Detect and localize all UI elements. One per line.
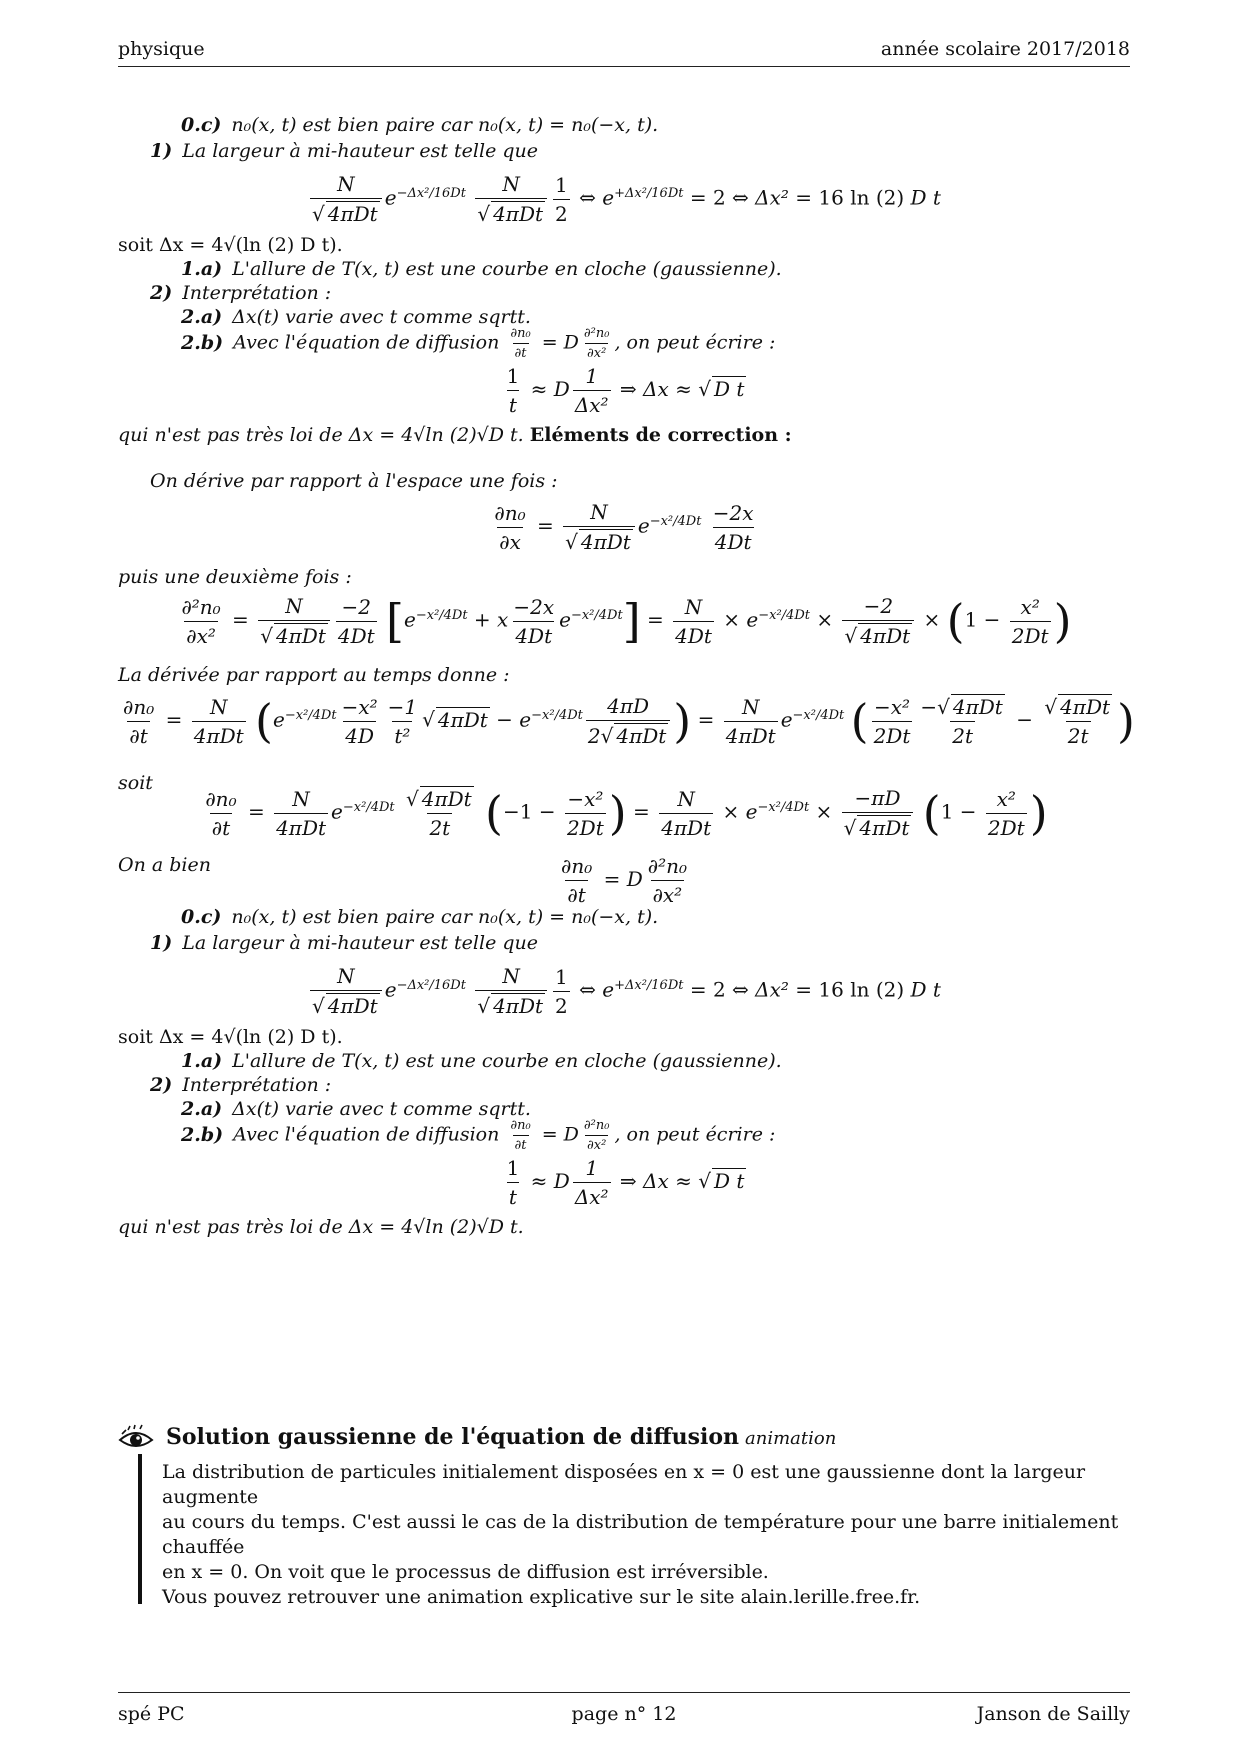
item-1-repeat: 1) La largeur à mi-hauteur est telle que: [150, 932, 539, 954]
derive-t-text: La dérivée par rapport au temps donne :: [118, 664, 510, 686]
equation-approx: $\frac{1}{t}$ ≈ D $\frac{1}{\text{Δx²}}$ ⇒ Δx ≈ √ D t: [506, 364, 745, 417]
soit-1: soit Δx = 4√(ln (2) D t).: [118, 234, 343, 256]
elements-title: Eléments de correction :: [529, 424, 792, 446]
equation-diffusion: $\frac{\text{∂n₀}}{\partial t}$ = D $\frac{\text{∂²n₀}}{\text{∂x²}}$: [560, 854, 688, 907]
onabien-text: On a bien: [118, 854, 211, 876]
soit-text: soit: [118, 772, 153, 794]
soit-1-repeat: soit Δx = 4√(ln (2) D t).: [118, 1026, 343, 1048]
item-0c: 0.c) n₀(x, t) est bien paire car n₀(x, t) = n₀(−x, t).: [181, 114, 659, 136]
equation-dn-dx: $\frac{\text{∂n₀}}{\partial x}$ = $\frac{N}{\text{√ 4πDt}}$ $e^{-x^2/4Dt}$ $\frac{-2x}{4Dt}$: [494, 500, 754, 554]
item-2-repeat: 2) Interprétation :: [150, 1074, 332, 1096]
box-body: La distribution de particules initialement disposées en x = 0 est une gaussienne dont la largeur augmente au cours du temps. C'est aussi le cas de la distribution de température pour une barre initialement chauffée en x = 0. On voit que le processus de diffusion est irréversible. Vous pouvez retrouver une animation explicative sur le site alain.lerille.free.fr.: [162, 1461, 1119, 1608]
box-tag: animation: [745, 1428, 837, 1449]
eye-icon: [118, 1424, 154, 1459]
equation-half-width: $\frac{N}{\text{√ 4πDt}}$ $e^{-\Delta x^2/16Dt}$ $\frac{N}{\text{√ 4πDt}}$ $\frac{1}{2}$ ⇔ $e^{+\Delta x^2/16Dt} = 2$ ⇔ Δx² = 16 ln (2) D t: [312, 172, 941, 226]
item-2a: 2.a) Δx(t) varie avec t comme sqrtt.: [181, 306, 531, 328]
footer-left: spé PC: [118, 1703, 185, 1725]
equation-d2n-dx2: $\frac{\text{∂²n₀}}{\text{∂x²}}$ = $\frac{N}{\text{√ 4πDt}}$ $\frac{-2}{4Dt}$ [$e^{-x^2/4Dt} + x$ $\frac{-2x}{4Dt}$ $e^{-x^2/4Dt}$] = $\frac{N}{4Dt}$ × $e^{-x^2/4Dt}$ × $\frac{-2}{\text{√ 4πDt}}$ × (1 − $\frac{\text{x²}}{2Dt}$ ): [181, 594, 1072, 648]
item-2: 2) Interprétation :: [150, 282, 332, 304]
item-2b-repeat: 2.b) Avec l'équation de diffusion $\frac{\text{∂n₀}}{\partial t}$ = D $\frac{\text{∂²n₀}}{\text{∂x²}}$ , on peut écrire :: [181, 1118, 776, 1153]
box-title: Solution gaussienne de l'équation de diffusion animation: [166, 1424, 837, 1450]
qui-repeat: qui n'est pas très loi de Δx = 4√ln (2)√D t.: [118, 1216, 524, 1238]
page-header: [118, 38, 1130, 67]
footer-center: page n° 12: [571, 1703, 677, 1725]
equation-dn-dt: $\frac{\text{∂n₀}}{\partial t}$ = $\frac{N}{\text{4πDt}}$ ($e^{-x^2/4Dt}$ $\frac{\text{−x²}}{4D}$ $\frac{-1}{\text{t²}}$ √ $4\pi Dt - e^{-x^2/4Dt}$ $\frac{4\pi D}{\text{2√ 4πDt}}$ ) = $\frac{N}{\text{4πDt}}$ $e^{-x^2/4Dt}$ ( $\frac{\text{−x²}}{2Dt}$ $\frac{\text{−√ 4πDt}}{2t}$ − $\frac{\text{√ 4πDt}}{2t}$ ): [123, 694, 1135, 748]
equation-dn-dt-simplified: $\frac{\text{∂n₀}}{\partial t}$ = $\frac{N}{\text{4πDt}}$ $e^{-x^2/4Dt}$ $\frac{\text{√ 4πDt}}{2t}$ (−1 − $\frac{\text{−x²}}{2Dt}$ ) = $\frac{N}{\text{4πDt}}$ × $e^{-x^2/4Dt}$ × $\frac{-\pi D}{\text{√ 4πDt}}$ (1 − $\frac{\text{x²}}{2Dt}$ ): [205, 786, 1048, 840]
header-left: physique: [118, 38, 205, 60]
deuxieme-text: puis une deuxième fois :: [118, 566, 352, 588]
equation-half-width-repeat: $\frac{N}{\text{√ 4πDt}}$ $e^{-\Delta x^2/16Dt}$ $\frac{N}{\text{√ 4πDt}}$ $\frac{1}{2}$ ⇔ $e^{+\Delta x^2/16Dt} = 2$ ⇔ Δx² = 16 ln (2) D t: [312, 964, 941, 1018]
item-2b: 2.b) Avec l'équation de diffusion $\frac{\text{∂n₀}}{\partial t}$ = D $\frac{\text{∂²n₀}}{\text{∂x²}}$ , on peut écrire :: [181, 326, 776, 361]
item-1a: 1.a) L'allure de T(x, t) est une courbe en cloche (gaussienne).: [181, 258, 782, 280]
qui-1: qui n'est pas très loi de Δx = 4√ln (2)√D t. Eléments de correction :: [118, 424, 792, 446]
equation-approx-repeat: $\frac{1}{t}$ ≈ D $\frac{1}{\text{Δx²}}$ ⇒ Δx ≈ √ D t: [506, 1156, 745, 1209]
item-1a-repeat: 1.a) L'allure de T(x, t) est une courbe en cloche (gaussienne).: [181, 1050, 782, 1072]
footer-right: Janson de Sailly: [976, 1703, 1130, 1725]
derive-x-text: On dérive par rapport à l'espace une fois :: [150, 470, 558, 492]
item-0c-repeat: 0.c) n₀(x, t) est bien paire car n₀(x, t) = n₀(−x, t).: [181, 906, 659, 928]
item-2a-repeat: 2.a) Δx(t) varie avec t comme sqrtt.: [181, 1098, 531, 1120]
page-footer: [118, 1692, 1130, 1725]
item-1: 1) La largeur à mi-hauteur est telle que: [150, 140, 539, 162]
header-right: année scolaire 2017/2018: [880, 38, 1130, 60]
box-rule: [138, 1454, 142, 1604]
